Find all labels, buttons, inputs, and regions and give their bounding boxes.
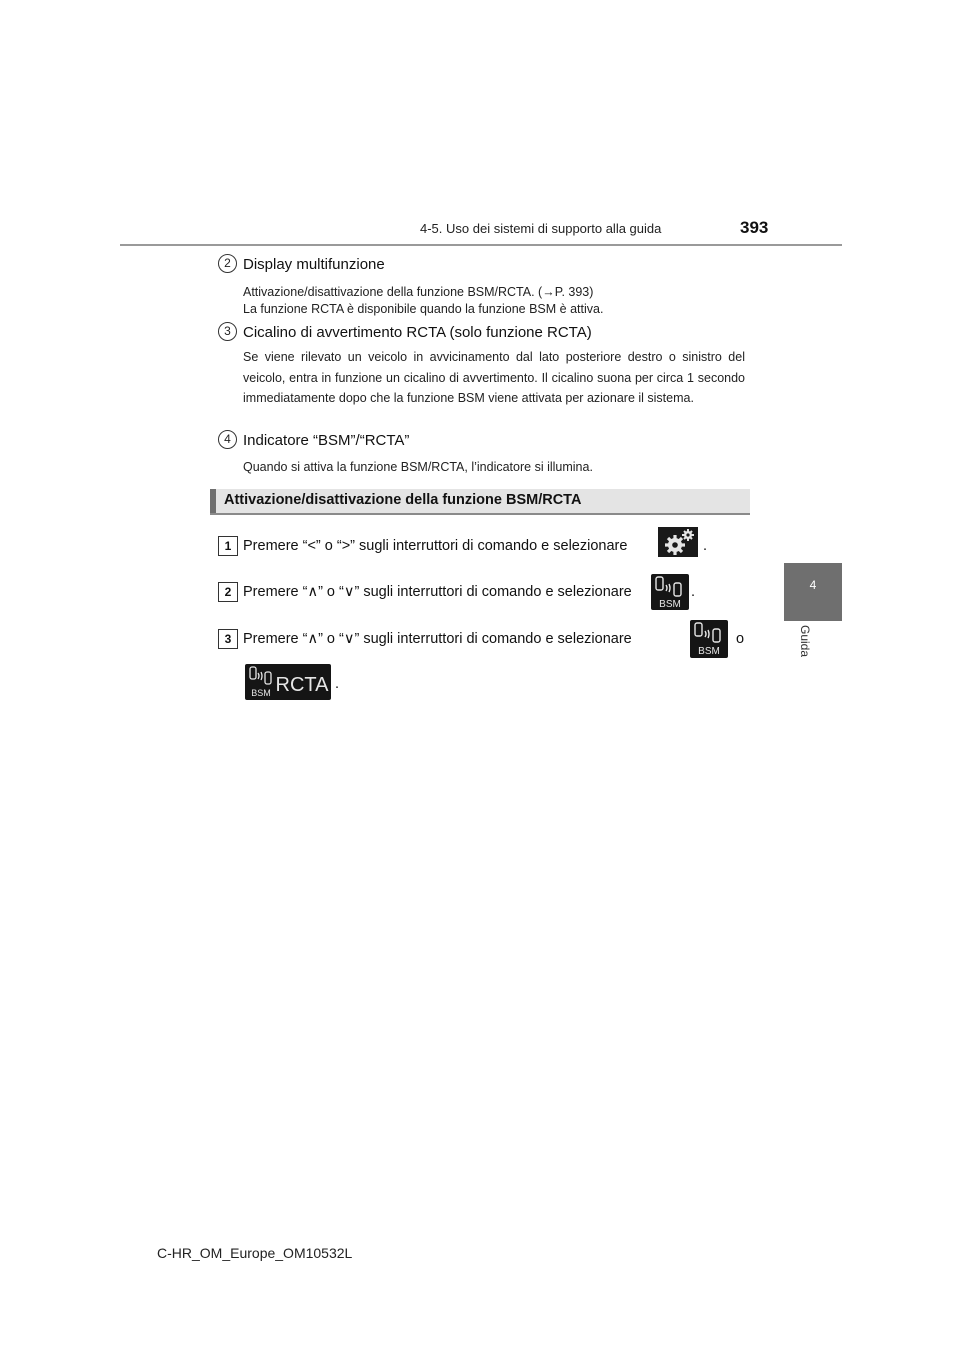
svg-text:BSM: BSM [659, 599, 681, 610]
item-title-display: Display multifunzione [243, 256, 385, 273]
bsm-rcta-indicator-icon [245, 664, 331, 700]
section-heading-bar [210, 489, 750, 515]
step-text: Premere “<” o “>” sugli interruttori di comando e selezionare [243, 538, 628, 554]
item-paragraph: Se viene rilevato un veicolo in avvicinamento dal lato posteriore destro o sinistro del veicolo, entra in funzione un cicalino di avvertimento. Il cicalino suona per circa 1 secondo immediatamente dopo che la funzione BSM viene attivata per azionare il sistema. [243, 350, 745, 405]
section-accent [210, 489, 216, 513]
step-end: . [335, 676, 340, 692]
gear-settings-icon [658, 527, 698, 557]
step-text: Premere “∧” o “∨” sugli interruttori di comando e selezionare [243, 584, 632, 600]
item-line: Attivazione/disattivazione della funzione BSM/RCTA. (→P. 393) [243, 285, 594, 299]
step-text: Premere “∧” o “∨” sugli interruttori di comando e selezionare [243, 631, 632, 647]
chapter-tab-number: 4 [809, 578, 817, 592]
item-number-circle: 3 [218, 322, 237, 341]
step-or: o [736, 631, 745, 647]
item-title-indicator: Indicatore “BSM”/“RCTA” [243, 432, 410, 449]
document-code: C-HR_OM_Europe_OM10532L [157, 1245, 353, 1261]
step-end: . [703, 538, 708, 554]
step-end: . [691, 584, 696, 600]
page-number: 393 [740, 218, 769, 237]
item-number-circle: 4 [218, 430, 237, 449]
svg-text:RCTA: RCTA [275, 674, 329, 696]
step-number-box: 2 [218, 582, 238, 602]
svg-text:BSM: BSM [251, 688, 271, 698]
item-title-buzzer: Cicalino di avvertimento RCTA (solo funzione RCTA) [243, 324, 592, 341]
item-line: La funzione RCTA è disponibile quando la funzione BSM è attiva. [243, 302, 604, 316]
step-number-box: 3 [218, 629, 238, 649]
running-header-section: 4-5. Uso dei sistemi di supporto alla guida [420, 221, 662, 236]
bsm-indicator-icon [690, 620, 728, 658]
item-number-circle: 2 [218, 254, 237, 273]
svg-text:BSM: BSM [698, 646, 720, 657]
bsm-indicator-icon [651, 574, 689, 610]
chapter-tab [784, 563, 842, 621]
section-heading: Attivazione/disattivazione della funzione BSM/RCTA [224, 492, 582, 508]
item-line: Quando si attiva la funzione BSM/RCTA, l’indicatore si illumina. [243, 460, 593, 474]
header-rule [120, 244, 842, 246]
step-number-box: 1 [218, 536, 238, 556]
chapter-tab-label: Guida [798, 625, 812, 658]
